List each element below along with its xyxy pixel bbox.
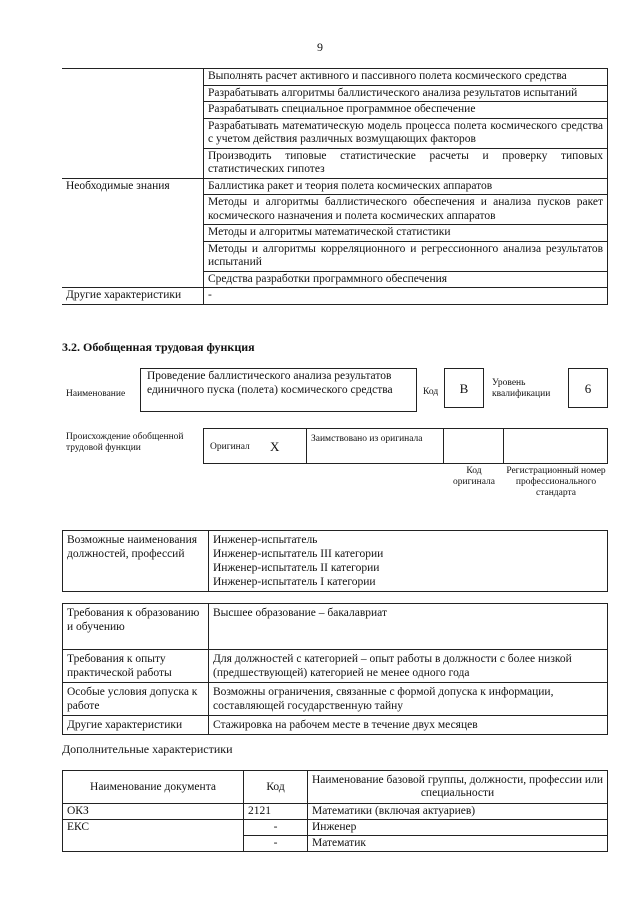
knowledge-label: Необходимые знания (62, 178, 204, 288)
qualification-level: 6 (568, 368, 608, 408)
page-number: 9 (317, 40, 323, 54)
doc-name: ЕКС (63, 820, 244, 852)
requirement-value: Стажировка на рабочем месте в течение двух месяцев (209, 716, 608, 735)
original-label: Оригинал (210, 442, 250, 452)
requirement-value: Для должностей с категорией – опыт работы в должности с более низкой (предшествующей) категорией не менее одного года (209, 650, 608, 683)
doc-code: - (244, 820, 308, 836)
header-code: Код (244, 771, 308, 804)
borrowed-label: Заимствовано из оригинала (311, 434, 423, 444)
name-label: Наименование (66, 389, 126, 399)
empty-label-cell (62, 69, 204, 179)
position-item: Инженер-испытатель II категории (213, 562, 380, 574)
doc-code: - (244, 836, 308, 852)
requirement-value: Высшее образование – бакалавриат (209, 604, 608, 650)
function-code: B (444, 368, 484, 408)
doc-group: Инженер (308, 820, 608, 836)
doc-code: 2121 (244, 804, 308, 820)
requirement-label: Особые условия допуска к работе (63, 683, 209, 716)
positions-label: Возможные наименования должностей, профессий (63, 531, 209, 592)
knowledge-item: Методы и алгоритмы корреляционного и регрессионного анализа результатов испытаний (204, 241, 608, 271)
skill-item: Разрабатывать алгоритмы баллистического анализа результатов испытаний (204, 85, 608, 102)
code-label: Код (423, 387, 439, 397)
knowledge-item: Методы и алгоритмы баллистического обеспечения и анализа пусков ракет космического назначения и полета космических аппаратов (204, 195, 608, 225)
position-item: Инженер-испытатель I категории (213, 576, 376, 588)
additional-table (62, 770, 608, 852)
original-mark: X (270, 439, 280, 454)
requirement-label: Другие характеристики (63, 716, 209, 735)
registration-caption: Регистрационный номер профессионального стандарта (506, 466, 606, 498)
positions-table (62, 530, 608, 592)
skill-item: Производить типовые статистические расчеты и проверку типовых статистических гипотез (204, 148, 608, 178)
doc-group: Математик (308, 836, 608, 852)
other-value: - (204, 288, 608, 305)
other-label: Другие характеристики (62, 288, 204, 305)
origin-divider (306, 428, 307, 464)
section-title: 3.2. Обобщенная трудовая функция (62, 340, 255, 354)
origin-divider (503, 428, 504, 464)
doc-name: ОКЗ (63, 804, 244, 820)
knowledge-table (62, 68, 608, 305)
requirement-label: Требования к опыту практической работы (63, 650, 209, 683)
level-label: Уровень квалификации (492, 378, 551, 399)
origin-label: Происхождение обобщенной трудовой функции (66, 432, 184, 453)
code-original-caption: Код оригинала (453, 466, 495, 487)
header-group: Наименование базовой группы, должности, профессии или специальности (308, 771, 608, 804)
positions-values (209, 531, 608, 592)
doc-group: Математики (включая актуариев) (308, 804, 608, 820)
header-document: Наименование документа (63, 771, 244, 804)
requirement-label: Требования к образованию и обучению (63, 604, 209, 650)
additional-title: Дополнительные характеристики (62, 742, 233, 756)
requirement-value: Возможны ограничения, связанные с формой допуска к информации, составляющей государственную тайну (209, 683, 608, 716)
function-name: Проведение баллистического анализа результатов единичного пуска (полета) космического средства (140, 368, 417, 412)
knowledge-item: Методы и алгоритмы математической статистики (204, 225, 608, 242)
skill-item: Разрабатывать специальное программное обеспечение (204, 102, 608, 119)
knowledge-item: Средства разработки программного обеспечения (204, 271, 608, 288)
position-item: Инженер-испытатель (213, 534, 318, 546)
position-item: Инженер-испытатель III категории (213, 548, 384, 560)
knowledge-item: Баллистика ракет и теория полета космических аппаратов (204, 178, 608, 195)
origin-divider (443, 428, 444, 464)
skill-item: Выполнять расчет активного и пассивного полета космического средства (204, 69, 608, 86)
skill-item: Разрабатывать математическую модель процесса полета космического средства с учетом действия различных возмущающих факторов (204, 118, 608, 148)
requirements-table (62, 603, 608, 735)
